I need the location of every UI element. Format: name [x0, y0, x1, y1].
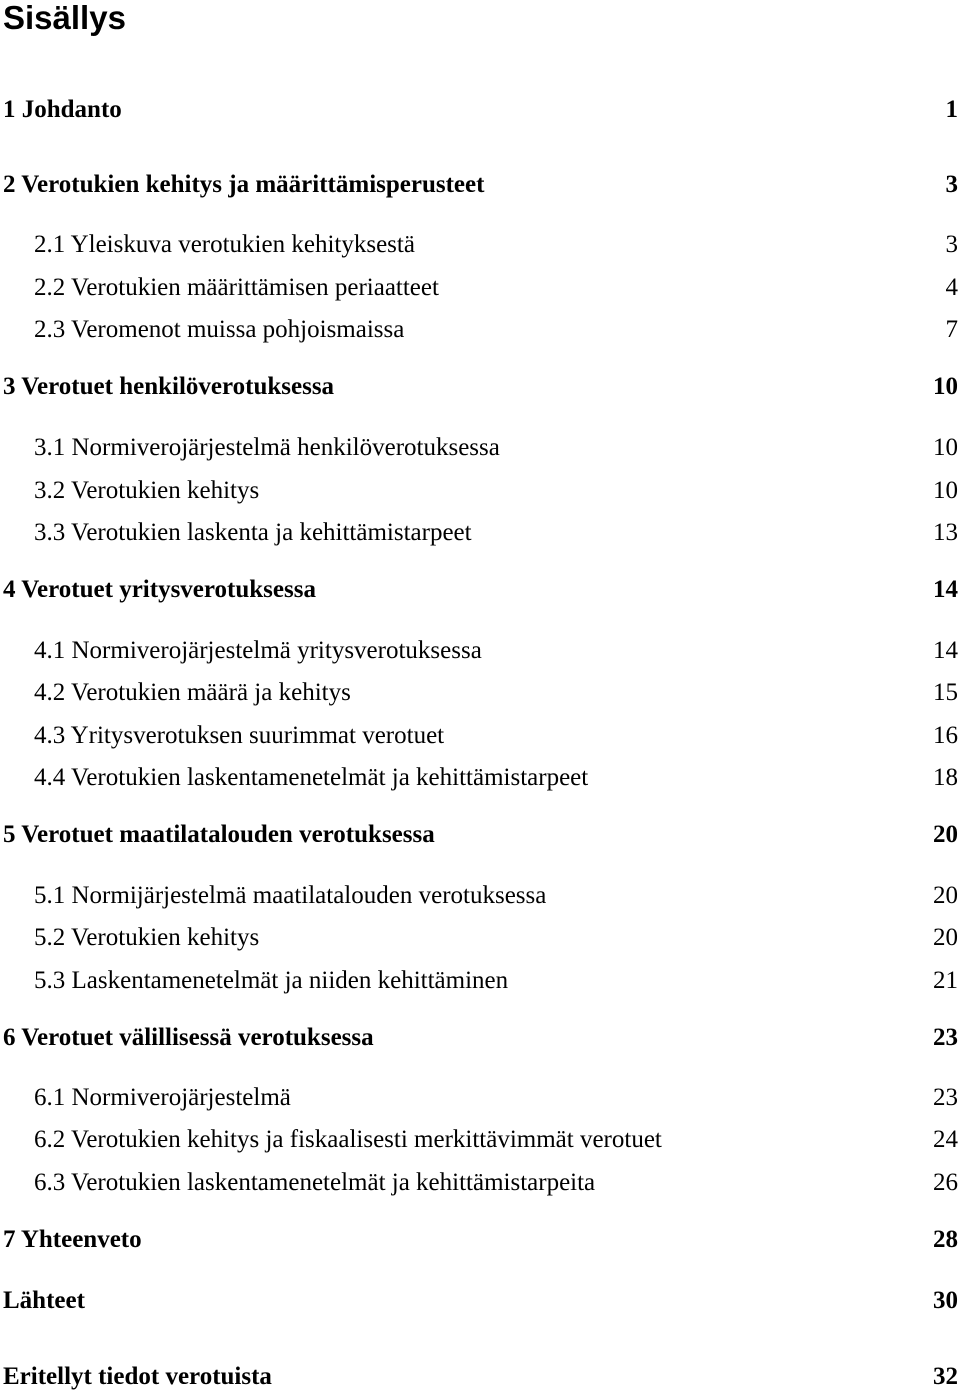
toc-entry-label: 3.2 Verotukien kehitys	[34, 477, 260, 504]
toc-entry-label: 2.1 Yleiskuva verotukien kehityksestä	[34, 231, 415, 258]
toc-page-number: 30	[933, 1287, 958, 1314]
toc-entry-label: 5.1 Normijärjestelmä maatilatalouden verotuksessa	[34, 882, 547, 909]
toc-entry-label: 5.3 Laskentamenetelmät ja niiden kehittäminen	[34, 967, 509, 994]
toc-page-number: 23	[933, 1024, 958, 1051]
toc-section[interactable]	[0, 1125, 958, 1155]
toc-page-number: 10	[933, 477, 958, 504]
toc-section[interactable]	[0, 881, 958, 911]
toc-entry-label: 6 Verotuet välillisessä verotuksessa	[3, 1024, 374, 1051]
toc-page-number: 32	[933, 1363, 958, 1390]
toc-chapter[interactable]	[0, 372, 958, 402]
toc-section[interactable]	[0, 1083, 958, 1113]
toc-section[interactable]	[0, 1168, 958, 1198]
toc-entry-label: 2 Verotukien kehitys ja määrittämisperusteet	[3, 171, 485, 198]
toc-page-number: 4	[945, 274, 958, 301]
toc-page-number: 10	[933, 373, 958, 400]
toc-entry-label: 7 Yhteenveto	[3, 1226, 142, 1253]
toc-entry-label: 4.4 Verotukien laskentamenetelmät ja kehittämistarpeet	[34, 764, 589, 791]
toc-section[interactable]	[0, 678, 958, 708]
toc-section[interactable]	[0, 966, 958, 996]
toc-chapter[interactable]	[0, 95, 958, 125]
toc-page-number: 21	[933, 967, 958, 994]
toc-section[interactable]	[0, 315, 958, 345]
toc-chapter[interactable]	[0, 575, 958, 605]
toc-entry-label: 4 Verotuet yritysverotuksessa	[3, 576, 316, 603]
toc-section[interactable]	[0, 923, 958, 953]
toc-page-number: 1	[945, 96, 958, 123]
toc-page-number: 24	[933, 1126, 958, 1153]
toc-page-number: 20	[933, 924, 958, 951]
toc-chapter[interactable]	[0, 1362, 958, 1392]
toc-page-number: 13	[933, 519, 958, 546]
toc-entry-label: 4.3 Yritysverotuksen suurimmat verotuet	[34, 722, 445, 749]
toc-section[interactable]	[0, 230, 958, 260]
toc-page-number: 28	[933, 1226, 958, 1253]
toc-entry-label: 5.2 Verotukien kehitys	[34, 924, 260, 951]
toc-section[interactable]	[0, 476, 958, 506]
toc-entry-label: 3.3 Verotukien laskenta ja kehittämistarpeet	[34, 519, 472, 546]
toc-entry-label: 5 Verotuet maatilatalouden verotuksessa	[3, 821, 435, 848]
toc-section[interactable]	[0, 721, 958, 751]
toc-section[interactable]	[0, 273, 958, 303]
toc-entry-label: 2.3 Veromenot muissa pohjoismaissa	[34, 316, 405, 343]
toc-entry-label: Eritellyt tiedot verotuista	[3, 1363, 272, 1390]
toc-page-number: 18	[933, 764, 958, 791]
toc-page-number: 20	[933, 882, 958, 909]
toc-entry-label: 1 Johdanto	[3, 96, 122, 123]
toc-entry-label: 6.3 Verotukien laskentamenetelmät ja kehittämistarpeita	[34, 1169, 596, 1196]
toc-page-number: 10	[933, 434, 958, 461]
toc-page-number: 14	[933, 637, 958, 664]
toc-entry-label: 4.2 Verotukien määrä ja kehitys	[34, 679, 351, 706]
toc-page-number: 3	[945, 231, 958, 258]
toc-entry-label: 4.1 Normiverojärjestelmä yritysverotuksessa	[34, 637, 482, 664]
toc-entry-label: 6.2 Verotukien kehitys ja fiskaalisesti merkittävimmät verotuet	[34, 1126, 662, 1153]
toc-page-number: 16	[933, 722, 958, 749]
toc-chapter[interactable]	[0, 1286, 958, 1316]
toc-page-number: 23	[933, 1084, 958, 1111]
toc-section[interactable]	[0, 636, 958, 666]
toc-entry-label: 6.1 Normiverojärjestelmä	[34, 1084, 291, 1111]
toc-page-number: 7	[945, 316, 958, 343]
toc-chapter[interactable]	[0, 1225, 958, 1255]
toc-section[interactable]	[0, 518, 958, 548]
toc-entry-label: 3 Verotuet henkilöverotuksessa	[3, 373, 335, 400]
toc-chapter[interactable]	[0, 820, 958, 850]
toc-section[interactable]	[0, 763, 958, 793]
toc-page-number: 14	[933, 576, 958, 603]
toc-page-number: 3	[945, 171, 958, 198]
toc-section[interactable]	[0, 433, 958, 463]
toc-entry-label: Lähteet	[3, 1287, 85, 1314]
toc-page-number: 20	[933, 821, 958, 848]
toc-chapter[interactable]	[0, 170, 958, 200]
toc-entry-label: 3.1 Normiverojärjestelmä henkilöverotuksessa	[34, 434, 500, 461]
toc-chapter[interactable]	[0, 1023, 958, 1053]
page-title: Sisällys	[3, 0, 126, 36]
toc-page-number: 15	[933, 679, 958, 706]
toc-entry-label: 2.2 Verotukien määrittämisen periaatteet	[34, 274, 439, 301]
toc-page-number: 26	[933, 1169, 958, 1196]
